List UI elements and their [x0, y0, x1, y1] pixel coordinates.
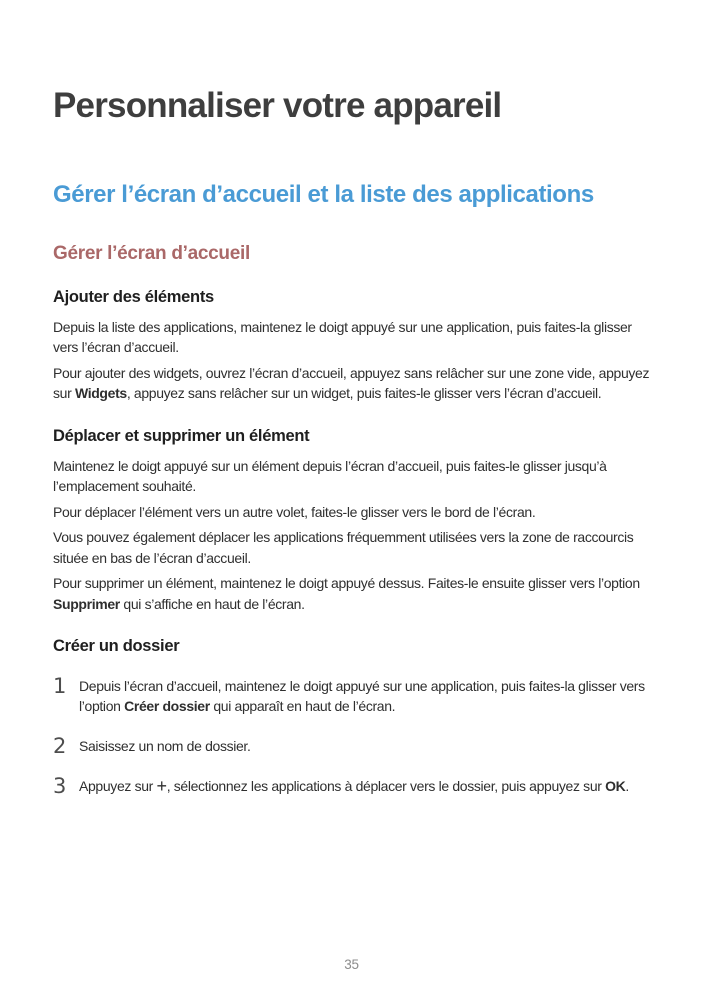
numbered-steps-list	[53, 675, 650, 797]
page-title: Personnaliser votre appareil	[53, 86, 502, 125]
paragraph	[53, 363, 650, 404]
bold-term-supprimer: Supprimer	[53, 595, 120, 612]
step-number: 1	[53, 673, 67, 698]
page-number: 35	[344, 957, 359, 972]
step-text: Appuyez sur +, sélectionnez les applications à déplacer vers le dossier, puis appuyez sur OK.	[79, 775, 629, 796]
paragraph	[53, 456, 650, 497]
bold-term-widgets: Widgets	[74, 385, 127, 402]
list-item	[53, 775, 650, 797]
bold-term-ok: OK	[605, 777, 626, 794]
paragraph-text: Depuis la liste des applications, maintenez le doigt appuyé sur une application, puis faites-la glisser vers l’écran d’accueil.	[53, 318, 632, 356]
list-item	[53, 675, 650, 717]
paragraph	[53, 527, 650, 568]
paragraph-text: Pour supprimer un élément, maintenez le doigt appuyé dessus. Faites-le ensuite glisser vers l’option	[53, 575, 640, 592]
bold-term-creer-dossier: Créer dossier	[124, 698, 210, 715]
paragraph-text: Maintenez le doigt appuyé sur un élément depuis l’écran d’accueil, puis faites-le glisser jusqu’à l’emplacement souhaité.	[53, 457, 607, 495]
paragraph-text: Vous pouvez également déplacer les applications fréquemment utilisées vers la zone de raccourcis située en bas de l’écran d’accueil.	[53, 529, 634, 566]
paragraph-text: , appuyez sans relâcher sur un widget, puis faites-le glisser vers l’écran d’accueil.	[126, 385, 602, 402]
step-number: 3	[53, 773, 67, 798]
paragraph	[53, 317, 650, 358]
paragraph-text: qui s’affiche en haut de l’écran.	[119, 595, 305, 612]
paragraph	[53, 573, 650, 614]
paragraph	[53, 502, 650, 523]
section-heading: Gérer l’écran d’accueil	[53, 242, 250, 264]
step-text: Saisissez un nom de dossier.	[79, 737, 251, 754]
step-text: Depuis l’écran d’accueil, maintenez le doigt appuyé sur une application, puis faites-la glisser vers l’option Créer dossier qui apparaît en haut de l’écran.	[79, 677, 645, 715]
chapter-heading: Gérer l’écran d’accueil et la liste des applications	[53, 180, 594, 208]
subsection-heading-move-delete: Déplacer et supprimer un élément	[53, 426, 310, 445]
list-item	[53, 735, 650, 757]
paragraph-text: Pour ajouter des widgets, ouvrez l’écran d’accueil, appuyez sans relâcher sur une zone vide, appuyez sur	[53, 364, 650, 402]
paragraph-text: Pour déplacer l’élément vers un autre volet, faites-le glisser vers le bord de l’écran.	[53, 503, 536, 520]
subsection-heading-create-folder: Créer un dossier	[53, 637, 180, 656]
plus-icon: +	[156, 775, 167, 796]
step-number: 2	[53, 733, 67, 758]
subsection-heading-add-items: Ajouter des éléments	[53, 288, 214, 307]
